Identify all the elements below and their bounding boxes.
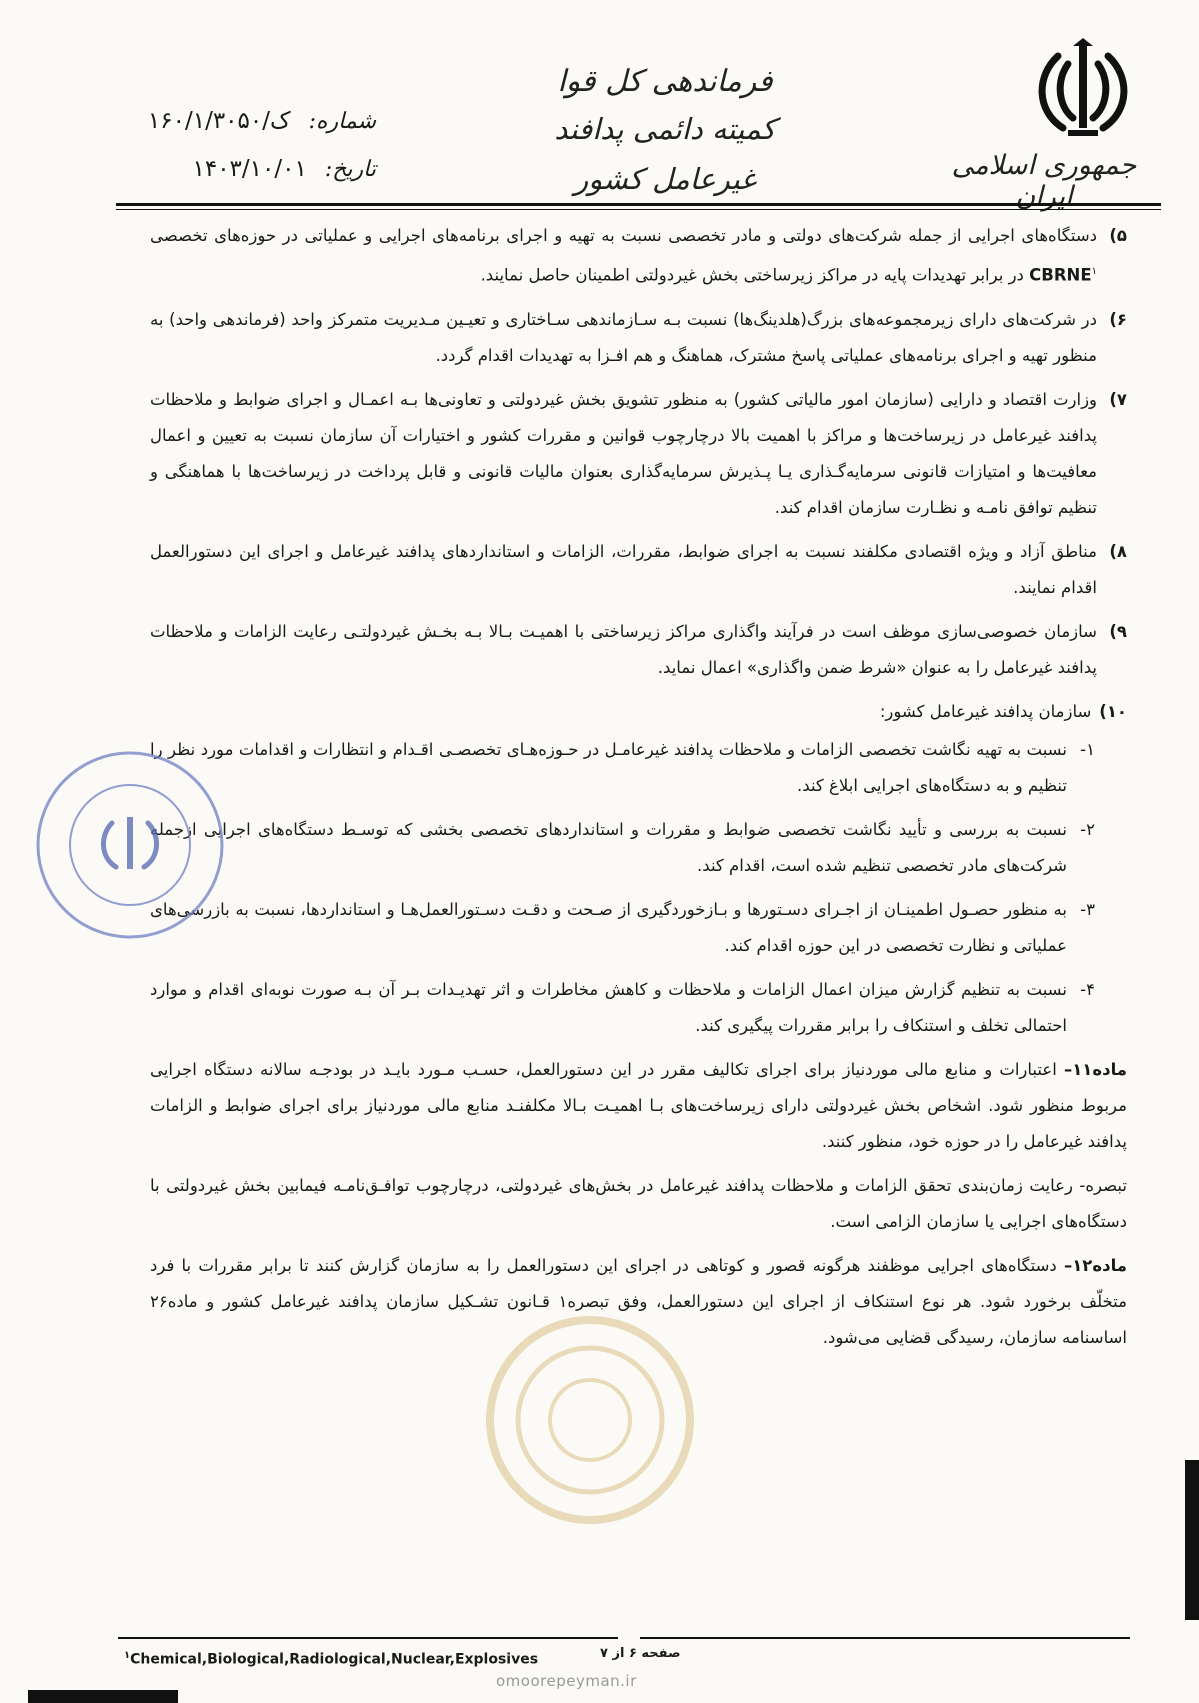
footnote-text: Chemical,Biological,Radiological,Nuclear,Explosives <box>130 1651 539 1668</box>
letter-meta <box>116 108 376 204</box>
header-rule-thin <box>116 209 1161 210</box>
item-text: سازمان پدافند غیرعامل کشور: <box>879 701 1092 721</box>
page-number: صفحه ۶ از ۷ <box>600 1646 681 1661</box>
list-item <box>150 382 1127 526</box>
note-text: تبصره- رعایت زمان‌بندی تحقق الزامات و ملاحظات پدافند غیرعامل در بخش‌های غیردولتی، درچارچوب توافـق‌نامـه فیمابین بخش غیردولتی با دستگاه‌های اجرایی یا سازمان الزامی است. <box>150 1175 1127 1231</box>
article-text: اعتبارات و منابع مالی موردنیاز برای اجرای تکالیف مقرر در این دستورالعمل، حسـب مـورد بایـد در بودجـه سالانه دستگاه اجرایی مربوط منظور شود. اشخاص بخش غیردولتی دارای زیرساخت‌های بـا اهمیـت بـالا مکلفنـد منابع مالی موردنیاز برای اجرای ضوابط و الزامات پدافند غیرعامل را در حوزه خود، منظور کنند. <box>150 1059 1127 1151</box>
sub-item-text: نسبت به تهیه نگاشت تخصصی الزامات و ملاحظات پدافند غیرعامـل در حـوزه‌هـای تخصصـی اقـدام و انتظارات و اقدامات مورد نظر را تنظیم و به دستگاه‌های اجرایی ابلاغ کند. <box>150 739 1067 795</box>
footnote-mark: ۱ <box>124 1650 131 1661</box>
watermark-seal-icon <box>480 1310 700 1530</box>
letter-date-label: تاریخ: <box>324 157 376 182</box>
list-item <box>150 694 1127 730</box>
letter-number-value: ۱۶۰/۱/۳۰۵۰/ک <box>147 108 291 134</box>
sub-item-number: ۲- <box>1080 819 1095 839</box>
item-number: ۱۰) <box>1099 701 1127 721</box>
org-title <box>520 60 810 204</box>
item-number: ۹) <box>1109 621 1127 641</box>
sub-item-number: ۱- <box>1080 739 1095 759</box>
sub-item-text: به منظور حصـول اطمینـان از اجـرای دسـتورها و بـازخوردگیری از صـحت و دقـت دسـتورالعمل‌هـا و استانداردها، نسبت به بازرسی‌های عملیاتی و نظارت تخصصی در این حوزه اقدام کند. <box>150 899 1067 955</box>
item-text: در شرکت‌های دارای زیرمجموعه‌های بزرگ(هلدینگ‌ها) نسبت بـه سـازماندهی سـاختاری و تعیـین مـدیریت متمرکز واحد (فرماندهی واحد) به منظور تهیه و اجرای برنامه‌های عملیاتی پاسخ مشترک، هماهنگ و هم افـزا به تهدیدات اقدام گردد. <box>150 309 1097 365</box>
watermark-site: omoorepeyman.ir <box>496 1672 637 1690</box>
item-text: مناطق آزاد و ویژه اقتصادی مکلفند نسبت به اجرای ضوابط، مقررات، الزامات و استانداردهای پدافند غیرعامل و اجرای این دستورالعمل اقدام نمایند. <box>150 541 1097 597</box>
sub-item <box>150 972 1127 1044</box>
header-rule-thick <box>116 203 1161 206</box>
scan-edge-bar <box>1185 1460 1199 1620</box>
letter-number-label: شماره: <box>308 109 376 134</box>
cbrne-term: CBRNE <box>1029 265 1092 285</box>
list-item <box>150 302 1127 374</box>
list-item <box>150 614 1127 686</box>
article-11 <box>150 1052 1127 1160</box>
article-title: ماده۱۱– <box>1063 1059 1127 1079</box>
item-text <box>150 218 1097 294</box>
item-text-part: دستگاه‌های اجرایی از جمله شرکت‌های دولتی و مادر تخصصی نسبت به تهیه و اجرای برنامه‌های اجرایی و عملیاتی در حوزه‌های تخصصی <box>150 226 1097 245</box>
org-title-line2: کمیته دائمی پدافند غیرعامل کشور <box>554 112 776 196</box>
item-number: ۸) <box>1109 541 1127 561</box>
article-text: دستگاه‌های اجرایی موظفند هرگونه قصور و کوتاهی در اجرای این دستورالعمل را به سازمان گزارش کنند تا برابر مقررات با فرد متخلّف برخورد شود. هر نوع استنکاف از اجرای این دستورالعمل، وفق تبصره۱ قـانون تشـکیل سازمان پدافند غیرعامل کشور و ماده۲۶ اساسنامه سازمان، رسیدگی قضایی می‌شود. <box>150 1255 1128 1347</box>
article-title: ماده۱۲– <box>1063 1255 1128 1275</box>
sub-item-text: نسبت به بررسی و تأیید نگاشت تخصصی ضوابط و مقررات و استانداردهای تخصصی بخشی که توسـط دستگاه‌های اجرایی ازجمله شرکت‌های مادر تخصصی تنظیم شده است، اقدام کند. <box>150 819 1067 875</box>
country-name: جمهوری اسلامی ایران <box>951 150 1137 212</box>
note-paragraph <box>150 1168 1127 1240</box>
sub-item-number: ۳- <box>1080 899 1095 919</box>
sub-item-text: نسبت به تنظیم گزارش میزان اعمال الزامات و ملاحظات و کاهش مخاطرات و اثر تهدیـدات بـر آن بـه صورت نوبه‌ای اقدام و موارد احتمالی تخلف و استنکاف را برابر مقررات پیگیری کند. <box>150 979 1067 1035</box>
footer-rule <box>640 1637 1130 1639</box>
list-item <box>150 218 1127 294</box>
item-text: سازمان خصوصی‌سازی موظف است در فرآیند واگذاری مراکز زیرساختی با اهمیـت بـالا بـه بخـش غیردولتـی رعایت الزامات و ملاحظات پدافند غیرعامل را به عنوان «شرط ضمن واگذاری» اعمال نماید. <box>150 621 1097 677</box>
footnote-ref: ۱ <box>1091 266 1097 277</box>
sub-item-number: ۴- <box>1080 979 1095 999</box>
sub-item <box>150 892 1127 964</box>
item-number: ۵) <box>1109 226 1127 245</box>
item-text: وزارت اقتصاد و دارایی (سازمان امور مالیاتی کشور) به منظور تشویق بخش غیردولتی و تعاونی‌ها بـه اعمـال و اجرای ضوابط و ملاحظات پدافند غیرعامل در زیرساخت‌ها و مراکز با اهمیت بالا درچارچوب قوانین و مقررات کشور و اختیارات آن سازمان نسبت به تعیین و اعمال معافیت‌ها و امتیازات قانونی سرمایه‌گـذاری یـا پـذیرش سرمایه‌گذاری بعنوان مالیات قانونی و قابل پرداخت در زیرساخت‌ها با هماهنگی و تنظیم توافق نامـه و نظـارت سازمان اقدام کند. <box>150 389 1097 517</box>
list-item <box>150 534 1127 606</box>
org-title-line1: فرماندهی کل قوا <box>557 64 773 99</box>
item-number: ۷) <box>1109 389 1127 409</box>
footnote-rule <box>118 1637 618 1639</box>
item-number: ۶) <box>1109 309 1127 329</box>
document-body <box>150 218 1127 1364</box>
sub-item <box>150 732 1127 804</box>
sub-item <box>150 812 1127 884</box>
letter-date-value: ۱۴۰۳/۱۰/۰۱ <box>192 156 307 182</box>
letter-date-row <box>116 156 376 204</box>
round-stamp-icon <box>30 745 230 945</box>
letter-number-row <box>116 108 376 156</box>
iran-emblem-icon <box>1028 36 1138 146</box>
item-text-part: در برابر تهدیدات پایه در مراکز زیرساختی بخش غیردولتی اطمینان حاصل نمایند. <box>480 265 1024 285</box>
scan-edge-bar-bottom <box>28 1690 178 1703</box>
footnote <box>124 1650 538 1668</box>
